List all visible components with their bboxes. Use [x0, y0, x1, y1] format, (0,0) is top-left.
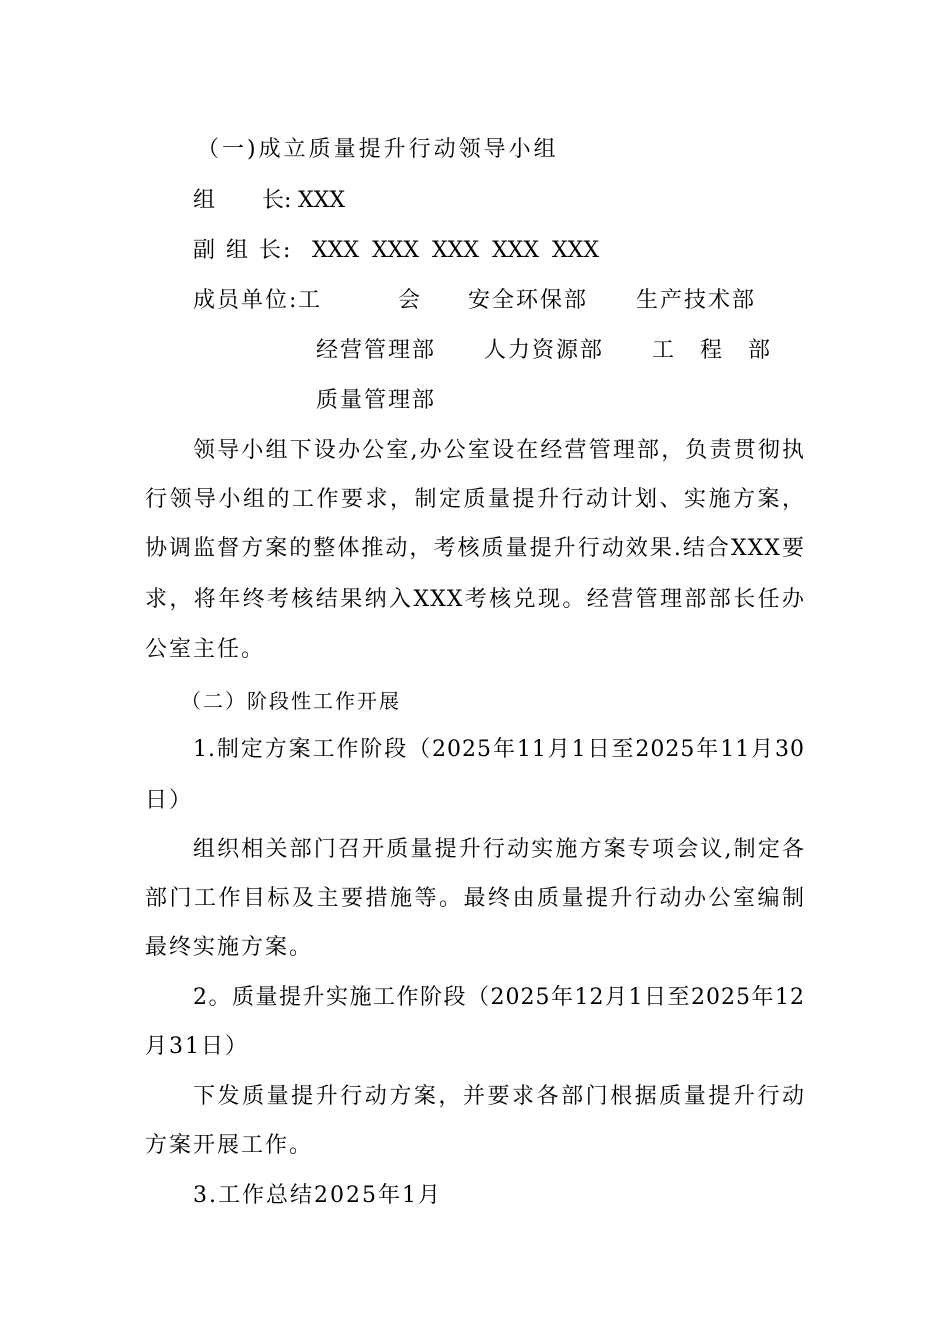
stage1-body-line: 部门工作目标及主要措施等。最终由质量提升行动办公室编制	[145, 886, 805, 911]
leader-value: XXX	[298, 188, 345, 213]
office-paragraph-line: 求，将年终考核结果纳入XXX考核兑现。经营管理部部长任办	[145, 587, 805, 612]
members-label: 成员单位:	[193, 288, 299, 313]
stage1-heading-line: 日）	[145, 788, 194, 813]
office-paragraph-line: 领导小组下设办公室,办公室设在经营管理部，负责贯彻执	[193, 438, 805, 463]
deputy-label: 副 组 长:	[193, 238, 293, 263]
deputy-4: XXX	[492, 238, 539, 263]
section2-heading: （二）阶段性工作开展	[181, 689, 401, 713]
stage3-heading-line: 3.工作总结2025年1月	[193, 1183, 442, 1208]
stage1-body-line: 最终实施方案。	[145, 935, 314, 960]
office-paragraph-line: 协调监督方案的整体推动，考核质量提升行动效果.结合XXX要	[145, 536, 805, 561]
member-production: 生产技术部	[636, 288, 757, 313]
stage2-heading-line: 2。质量提升实施工作阶段（2025年12月1日至2025年12	[193, 985, 805, 1010]
office-paragraph-line: 行领导小组的工作要求，制定质量提升行动计划、实施方案，	[145, 487, 805, 512]
section1-heading: （一)成立质量提升行动领导小组	[197, 137, 559, 162]
leader-label-char1: 组	[193, 188, 216, 213]
member-eng-char2: 程	[700, 338, 723, 363]
stage1-heading-line: 1.制定方案工作阶段（2025年11月1日至2025年11月30	[193, 737, 805, 762]
member-safety: 安全环保部	[468, 288, 589, 313]
member-hr: 人力资源部	[484, 338, 605, 363]
member-union-char2: 会	[398, 288, 421, 313]
leader-label-char2: 长:	[262, 188, 292, 213]
stage2-heading-line: 月31日）	[145, 1034, 249, 1059]
member-eng-char1: 工	[652, 338, 675, 363]
office-paragraph-line: 公室主任。	[145, 637, 266, 662]
member-quality: 质量管理部	[316, 388, 437, 413]
stage1-body-line: 组织相关部门召开质量提升行动实施方案专项会议,制定各	[193, 837, 805, 862]
deputy-1: XXX	[312, 238, 359, 263]
member-eng-char3: 部	[748, 338, 771, 363]
member-business: 经营管理部	[316, 338, 437, 363]
deputy-2: XXX	[372, 238, 419, 263]
deputy-5: XXX	[552, 238, 599, 263]
member-union-char1: 工	[298, 288, 321, 313]
stage2-body-line: 下发质量提升行动方案，并要求各部门根据质量提升行动	[193, 1084, 805, 1109]
stage2-body-line: 方案开展工作。	[145, 1133, 314, 1158]
deputy-3: XXX	[432, 238, 479, 263]
